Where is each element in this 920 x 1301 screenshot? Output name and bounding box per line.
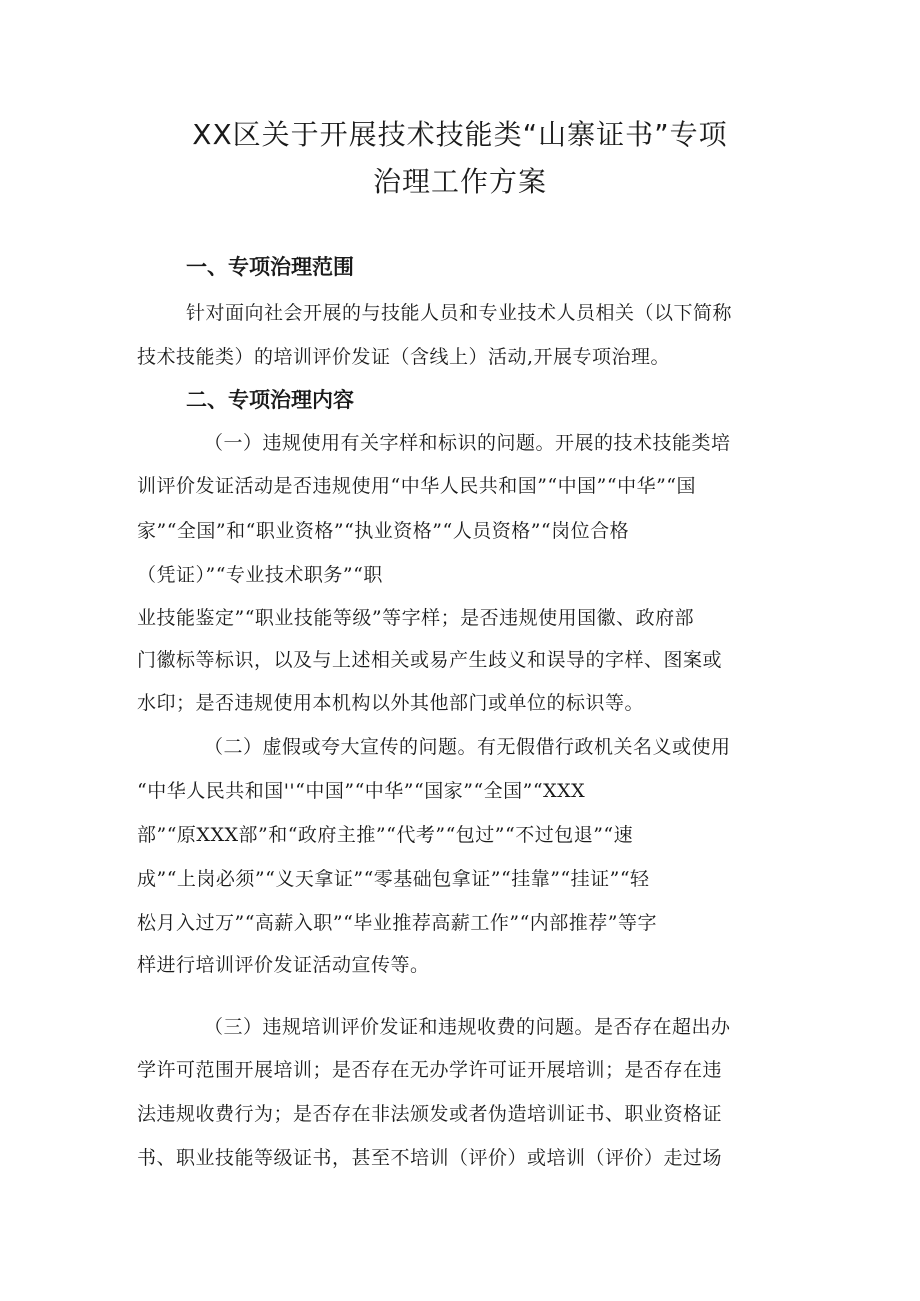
paragraph-line: 成”“上岗必须”“义天拿证”“零基础包拿证”“挂靠”“挂证”“轻 [137, 868, 650, 890]
paragraph-line: 学许可范围开展培训；是否存在无办学许可证开展培训；是否存在违 [137, 1059, 723, 1081]
paragraph-line: 水印；是否违规使用本机构以外其他部门或单位的标识等。 [137, 692, 645, 714]
paragraph-line: 松月入过万”“高薪入职”“毕业推荐高薪工作”“内部推荐”等字 [137, 912, 657, 934]
paragraph-line: 训评价发证活动是否违规使用“中华人民共和国”“中国”“中华”“国 [137, 475, 696, 497]
paragraph-line: 业技能鉴定”“职业技能等级”等字样；是否违规使用国徽、政府部 [137, 607, 695, 629]
section-heading-content: 二、专项治理内容 [186, 388, 354, 412]
document-title-line-1: XX区关于开展技术技能类“山寨证书”专项 [192, 118, 728, 151]
paragraph-line: （二）虚假或夸大宣传的问题。有无假借行政机关名义或使用 [204, 736, 731, 758]
paragraph-line: （凭证）”“专业技术职务”“职 [137, 564, 383, 586]
paragraph-line: 法违规收费行为；是否存在非法颁发或者伪造培训证书、职业资格证 [137, 1103, 723, 1125]
paragraph-line: 书、职业技能等级证书，甚至不培训（评价）或培训（评价）走过场 [137, 1147, 723, 1169]
paragraph-line: 门徽标等标识，以及与上述相关或易产生歧义和误导的字样、图案或 [137, 649, 723, 671]
paragraph-line: “中华人民共和国''“中国”“中华”“国家”“全国”“XXX [137, 780, 586, 802]
paragraph-line: 家”“全国”和“职业资格”“执业资格”“人员资格”“岗位合格 [137, 520, 630, 542]
paragraph-line: 针对面向社会开展的与技能人员和专业技术人员相关（以下简称 [186, 302, 733, 324]
section-heading-scope: 一、专项治理范围 [186, 255, 354, 279]
paragraph-line: 样进行培训评价发证活动宣传等。 [137, 954, 430, 976]
paragraph-line: 技术技能类）的培训评价发证（含线上）活动,开展专项治理。 [137, 346, 671, 368]
paragraph-line: （一）违规使用有关字样和标识的问题。开展的技术技能类培 [204, 432, 731, 454]
document-title-line-2: 治理工作方案 [372, 165, 547, 198]
paragraph-line: （三）违规培训评价发证和违规收费的问题。是否存在超出办 [204, 1016, 731, 1038]
paragraph-line: 部”“原XXX部”和“政府主推”“代考”“包过”“不过包退”“速 [137, 824, 634, 846]
